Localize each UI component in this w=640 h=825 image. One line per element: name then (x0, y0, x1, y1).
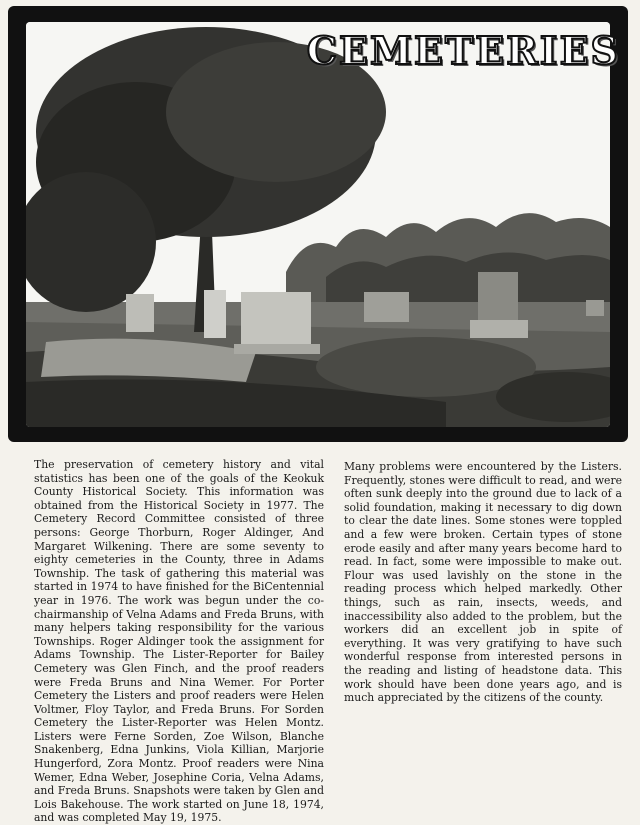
article-column-right: Many problems were encountered by the Listers. Frequently, stones were difficult to read, and were often sunk deeply into the ground due to lack of a solid foundation, making it necessary to dig down to clear the date lines. Some stones were toppled and a few were broken. Certain types of stone erode easily and after many years become hard to read. In fact, some were impossible to make out. Flour was used lavishly on the stone in the reading process which helped markedly. Other things, such as rain, insects, weeds, and inaccessibility also added to the problem, but the workers did an excellent job in spite of everything. It was very gratifying to have such wonderful response from interested persons in the reading and listing of headstone data. This work should have been done years ago, and is much appreciated by the citizens of the county. (344, 460, 622, 705)
page-title: CEMETERIES (306, 28, 620, 73)
photo-frame (8, 6, 628, 442)
cemetery-photo (26, 22, 610, 427)
article-column-left: The preservation of cemetery history and vital statistics has been one of the goals of the Keokuk County Historical Society. This information was obtained from the Historical Society in 1977. The Cemetery Record Committee consisted of three persons: George Thorburn, Roger Aldinger, And Margaret Wilkening. There are some seventy to eighty cemeteries in the County, three in Adams Township. The task of gathering this material was started in 1974 to have finished for the BiCentennial year in 1976. The work was begun under the co-chairmanship of Velna Adams and Freda Bruns, with many helpers taking responsibility for the various Townships. Roger Aldinger took the assignment for Adams Township. The Lister-Reporter for Bailey Cemetery was Glen Finch, and the proof readers were Freda Bruns and Nina Wemer. For Porter Cemetery the Listers and proof readers were Helen Voltmer, Floy Taylor, and Freda Bruns. For Sorden Cemetery the Lister-Reporter was Helen Montz. Listers were Ferne Sorden, Zoe Wilson, Blanche Snakenberg, Edna Junkins, Viola Killian, Marjorie Hungerford, Zora Montz. Proof readers were Nina Wemer, Edna Weber, Josephine Coria, Velna Adams, and Freda Bruns. Snapshots were taken by Glen and Lois Bakehouse. The work started on June 18, 1974, and was completed May 19, 1975. (34, 458, 324, 825)
